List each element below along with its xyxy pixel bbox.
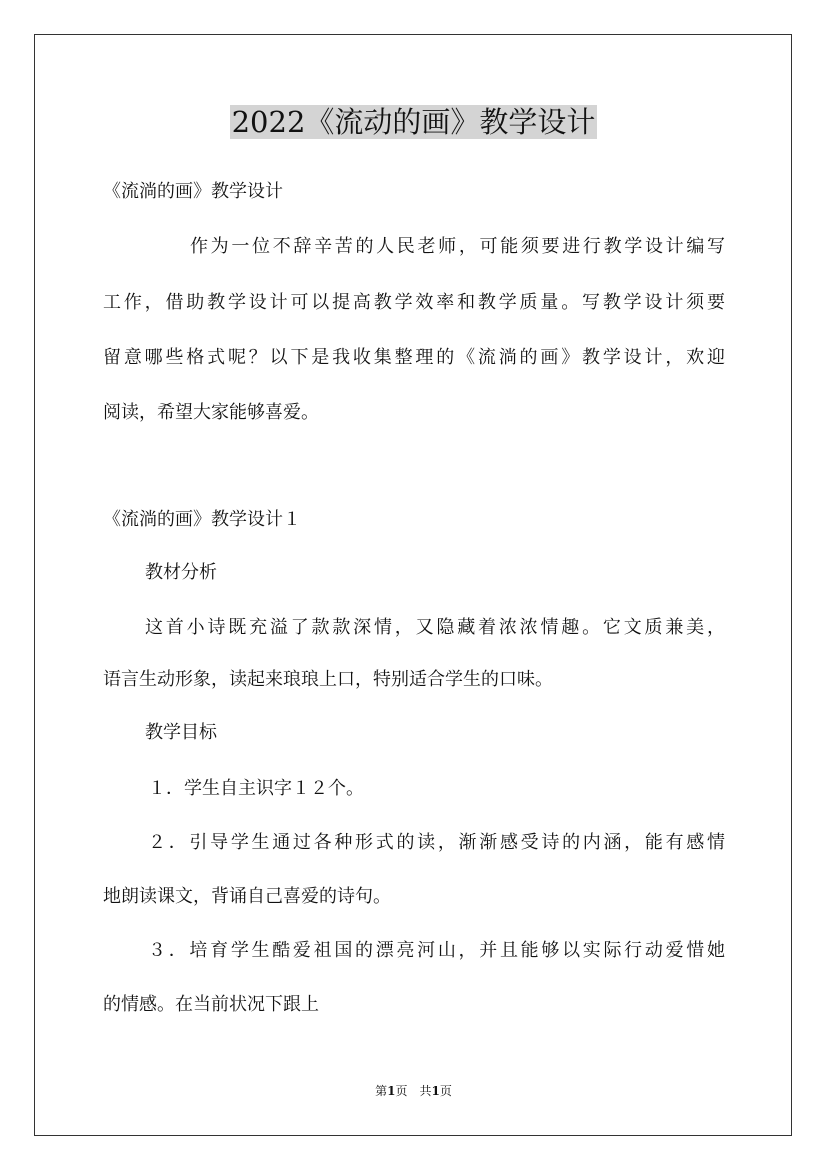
intro-line-1: 作为一位不辞辛苦的人民老师，可能须要进行教学设计编写 bbox=[190, 236, 725, 257]
material-heading: 教材分析 bbox=[145, 562, 217, 583]
goals-heading: 教学目标 bbox=[145, 722, 217, 743]
material-line-1: 这首小诗既充溢了款款深情，又隐藏着浓浓情趣。它文质兼美， bbox=[145, 617, 725, 638]
total-page-number: 1 bbox=[431, 1084, 440, 1098]
intro-line-2: 工作，借助教学设计可以提高教学效率和教学质量。写教学设计须要 bbox=[103, 292, 725, 313]
current-page-number: 1 bbox=[387, 1084, 396, 1098]
intro-line-4: 阅读，希望大家能够喜爱。 bbox=[103, 402, 319, 423]
material-line-2: 语言生动形象，读起来琅琅上口，特别适合学生的口味。 bbox=[103, 669, 553, 690]
intro-line-3: 留意哪些格式呢？以下是我收集整理的《流淌的画》教学设计，欢迎 bbox=[103, 347, 725, 368]
section-heading: 《流淌的画》教学设计１ bbox=[103, 509, 301, 530]
goal-3-line-2: 的情感。在当前状况下跟上 bbox=[103, 994, 319, 1015]
page-footer: 第1页 共1页 bbox=[375, 1084, 452, 1098]
goal-2-line-2: 地朗读课文，背诵自己喜爱的诗句。 bbox=[103, 886, 391, 907]
goal-2-line-1: ２．引导学生通过各种形式的读，渐渐感受诗的内涵，能有感情 bbox=[148, 832, 725, 853]
document-subtitle: 《流淌的画》教学设计 bbox=[103, 181, 283, 202]
goal-1: １．学生自主识字１２个。 bbox=[148, 778, 364, 799]
document-title: 2022《流动的画》教学设计 bbox=[231, 105, 596, 139]
goal-3-line-1: ３．培育学生酷爱祖国的漂亮河山，并且能够以实际行动爱惜她 bbox=[148, 940, 725, 961]
